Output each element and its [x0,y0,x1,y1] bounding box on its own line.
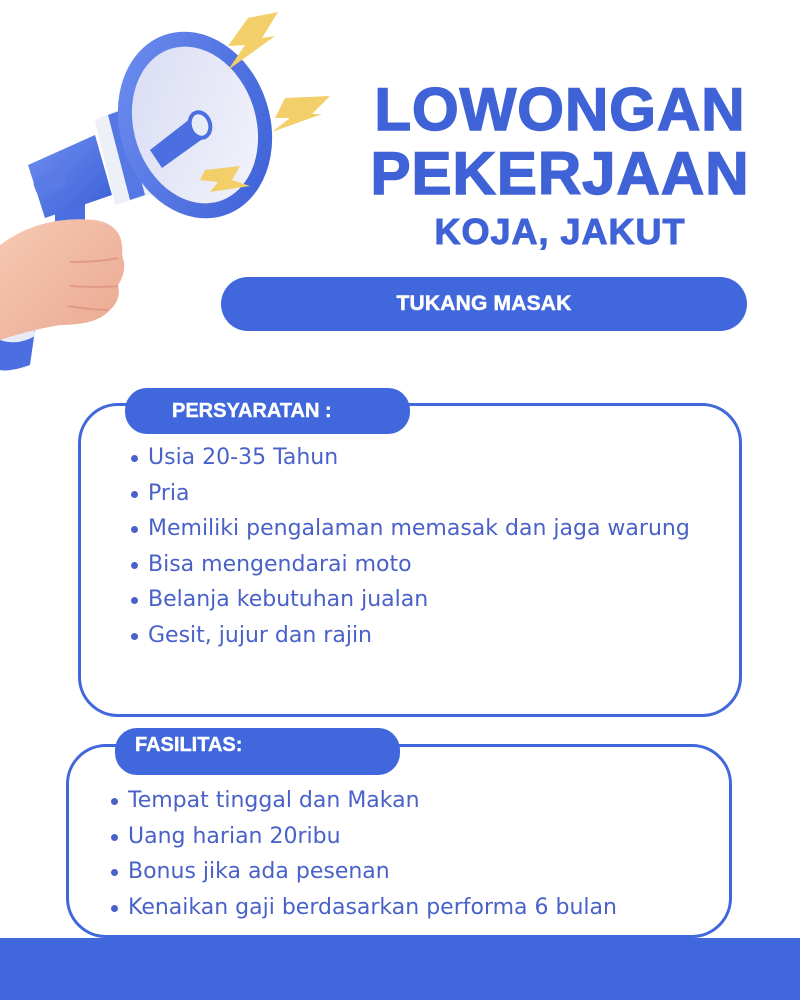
list-item: Uang harian 20ribu [108,819,728,855]
list-item: Belanja kebutuhan jualan [128,582,728,618]
page-title-line-1: LOWONGAN [374,76,746,143]
facilities-heading [115,728,400,775]
position-badge [221,277,747,331]
facilities-heading-label: FASILITAS: [135,734,243,756]
list-item: Usia 20-35 Tahun [128,440,728,476]
page-title-line-2: PEKERJAAN [370,140,750,207]
location-label: KOJA, JAKUT [434,211,686,252]
list-item: Kenaikan gaji berdasarkan performa 6 bulan [108,890,728,926]
list-item: Bonus jika ada pesenan [108,854,728,890]
requirements-heading-label: PERSYARATAN : [172,399,332,422]
position-label: TUKANG MASAK [396,292,572,315]
list-item: Tempat tinggal dan Makan [108,783,728,819]
requirements-list [128,440,728,653]
list-item: Pria [128,476,728,512]
facilities-list [108,783,728,925]
requirements-heading [125,388,410,434]
list-item: Bisa mengendarai moto [128,547,728,583]
list-item: Gesit, jujur dan rajin [128,618,728,654]
footer-bar [0,938,800,1000]
title-block [340,76,780,252]
list-item: Memiliki pengalaman memasak dan jaga warung [128,511,728,547]
